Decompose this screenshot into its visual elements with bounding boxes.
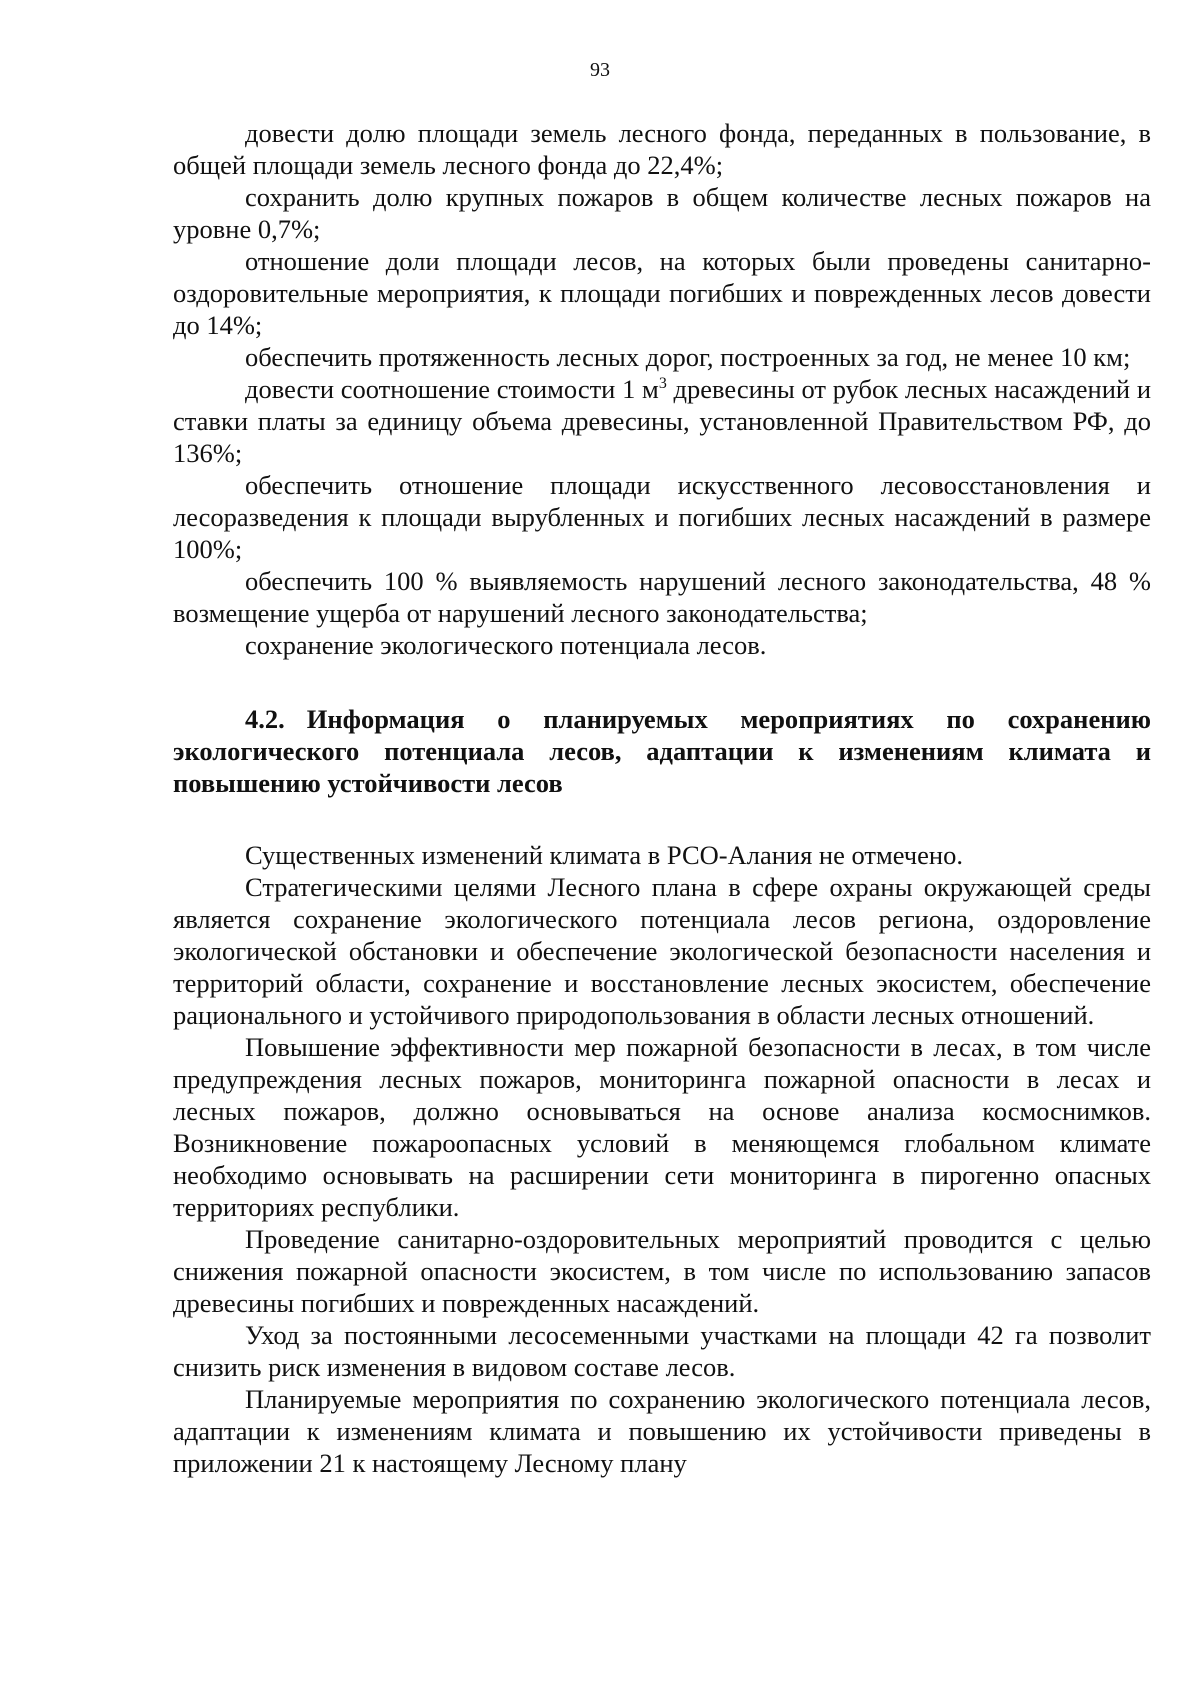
list-item-text: древесины от рубок лесных насаждений и ставки платы за единицу объема древесины, установленной Правительством РФ, до 136%; <box>173 374 1152 468</box>
list-item-text: довести соотношение стоимости 1 м <box>245 374 659 404</box>
list-item: сохранить долю крупных пожаров в общем количестве лесных пожаров на уровне 0,7%; <box>173 182 1151 244</box>
list-item: довести долю площади земель лесного фонда, переданных в пользование, в общей площади земель лесного фонда до 22,4%; <box>173 118 1151 180</box>
list-item: обеспечить протяженность лесных дорог, построенных за год, не менее 10 км; <box>245 342 1131 372</box>
section-number: 4.2. <box>245 704 285 734</box>
list-item: обеспечить 100 % выявляемость нарушений лесного законодательства, 48 % возмещение ущерба от нарушений лесного законодательства; <box>173 566 1151 628</box>
document-body <box>173 117 1151 1479</box>
paragraph: Существенных изменений климата в РСО-Алания не отмечено. <box>245 840 963 870</box>
section-heading <box>173 703 1151 799</box>
section-title: Информация о планируемых мероприятиях по сохранению экологического потенциала лесов, адаптации к изменениям климата и повышению устойчивости лесов <box>173 704 1151 798</box>
superscript: 3 <box>658 375 667 392</box>
list-item: сохранение экологического потенциала лесов. <box>245 630 767 660</box>
paragraph: Уход за постоянными лесосеменными участками на площади 42 га позволит снизить риск изменения в видовом составе лесов. <box>173 1320 1151 1382</box>
list-item <box>173 373 1151 469</box>
list-item: отношение доли площади лесов, на которых были проведены санитарно-оздоровительные мероприятия, к площади погибших и поврежденных лесов довести до 14%; <box>173 246 1151 340</box>
paragraph: Планируемые мероприятия по сохранению экологического потенциала лесов, адаптации к изменениям климата и повышению их устойчивости приведены в приложении 21 к настоящему Лесному плану <box>173 1384 1151 1478</box>
page-number: 93 <box>590 59 610 81</box>
paragraph: Проведение санитарно-оздоровительных мероприятий проводится с целью снижения пожарной опасности экосистем, в том числе по использованию запасов древесины погибших и поврежденных насаждений. <box>173 1224 1151 1318</box>
list-item: обеспечить отношение площади искусственного лесовосстановления и лесоразведения к площади вырубленных и погибших лесных насаждений в размере 100%; <box>173 470 1151 564</box>
paragraph: Повышение эффективности мер пожарной безопасности в лесах, в том числе предупреждения лесных пожаров, мониторинга пожарной опасности в лесах и лесных пожаров, должно основываться на основе анализа космоснимков. Возникновение пожароопасных условий в меняющемся глобальном климате необходимо основывать на расширении сети мониторинга в пирогенно опасных территориях республики. <box>173 1032 1151 1222</box>
paragraph: Стратегическими целями Лесного плана в сфере охраны окружающей среды является сохранение экологического потенциала лесов региона, оздоровление экологической обстановки и обеспечение экологической безопасности населения и территорий области, сохранение и восстановление лесных экосистем, обеспечение рационального и устойчивого природопользования в области лесных отношений. <box>173 872 1151 1030</box>
